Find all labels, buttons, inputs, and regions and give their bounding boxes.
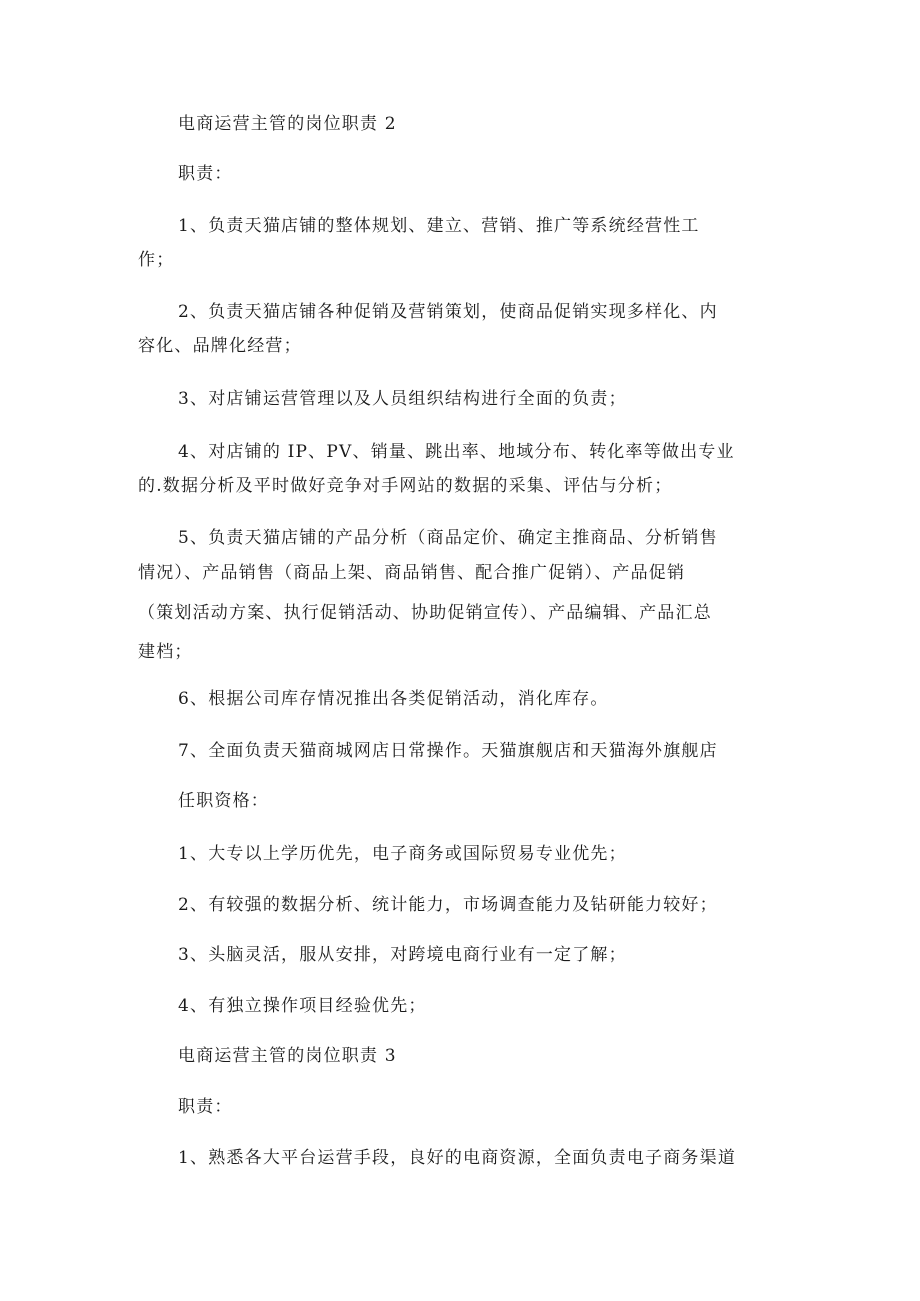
duty-4-line-2: 的.数据分析及平时做好竞争对手网站的数据的采集、评估与分析； — [138, 476, 673, 496]
duties-heading: 职责： — [178, 164, 233, 184]
qualification-2: 2、有较强的数据分析、统计能力，市场调查能力及钻研能力较好； — [178, 895, 718, 915]
qualification-1: 1、大专以上学历优先，电子商务或国际贸易专业优先； — [178, 844, 627, 864]
duty-1-line-2: 作； — [138, 250, 175, 270]
duty-5-line-4: 建档； — [138, 642, 193, 662]
duty-6: 6、根据公司库存情况推出各类促销活动，消化库存。 — [178, 689, 609, 709]
section-3-title: 电商运营主管的岗位职责 3 — [178, 1046, 397, 1066]
qualification-3: 3、头脑灵活，服从安排，对跨境电商行业有一定了解； — [178, 945, 627, 965]
duty-5-line-3: （策划活动方案、执行促销活动、协助促销宣传）、产品编辑、产品汇总 — [138, 603, 712, 623]
section-3-duty-1-line-1: 1、熟悉各大平台运营手段，良好的电商资源，全面负责电子商务渠道 — [178, 1148, 737, 1168]
duty-5-line-1: 5、负责天猫店铺的产品分析（商品定价、确定主推商品、分析销售 — [178, 528, 718, 548]
section-3-duties-heading: 职责： — [178, 1097, 233, 1117]
duty-2-line-2: 容化、品牌化经营； — [138, 336, 302, 356]
section-2-title: 电商运营主管的岗位职责 2 — [178, 114, 397, 134]
duty-5-line-2: 情况）、产品销售（商品上架、商品销售、配合推广促销）、产品促销 — [138, 563, 686, 583]
qualifications-heading: 任职资格： — [178, 791, 269, 811]
duty-7: 7、全面负责天猫商城网店日常操作。天猫旗舰店和天猫海外旗舰店 — [178, 741, 718, 761]
duty-2-line-1: 2、负责天猫店铺各种促销及营销策划，使商品促销实现多样化、内 — [178, 302, 718, 322]
duty-1-line-1: 1、负责天猫店铺的整体规划、建立、营销、推广等系统经营性工 — [178, 216, 700, 236]
qualification-4: 4、有独立操作项目经验优先； — [178, 996, 427, 1016]
duty-3: 3、对店铺运营管理以及人员组织结构进行全面的负责； — [178, 389, 627, 409]
duty-4-line-1: 4、对店铺的 IP、PV、销量、跳出率、地域分布、转化率等做出专业 — [178, 442, 735, 462]
